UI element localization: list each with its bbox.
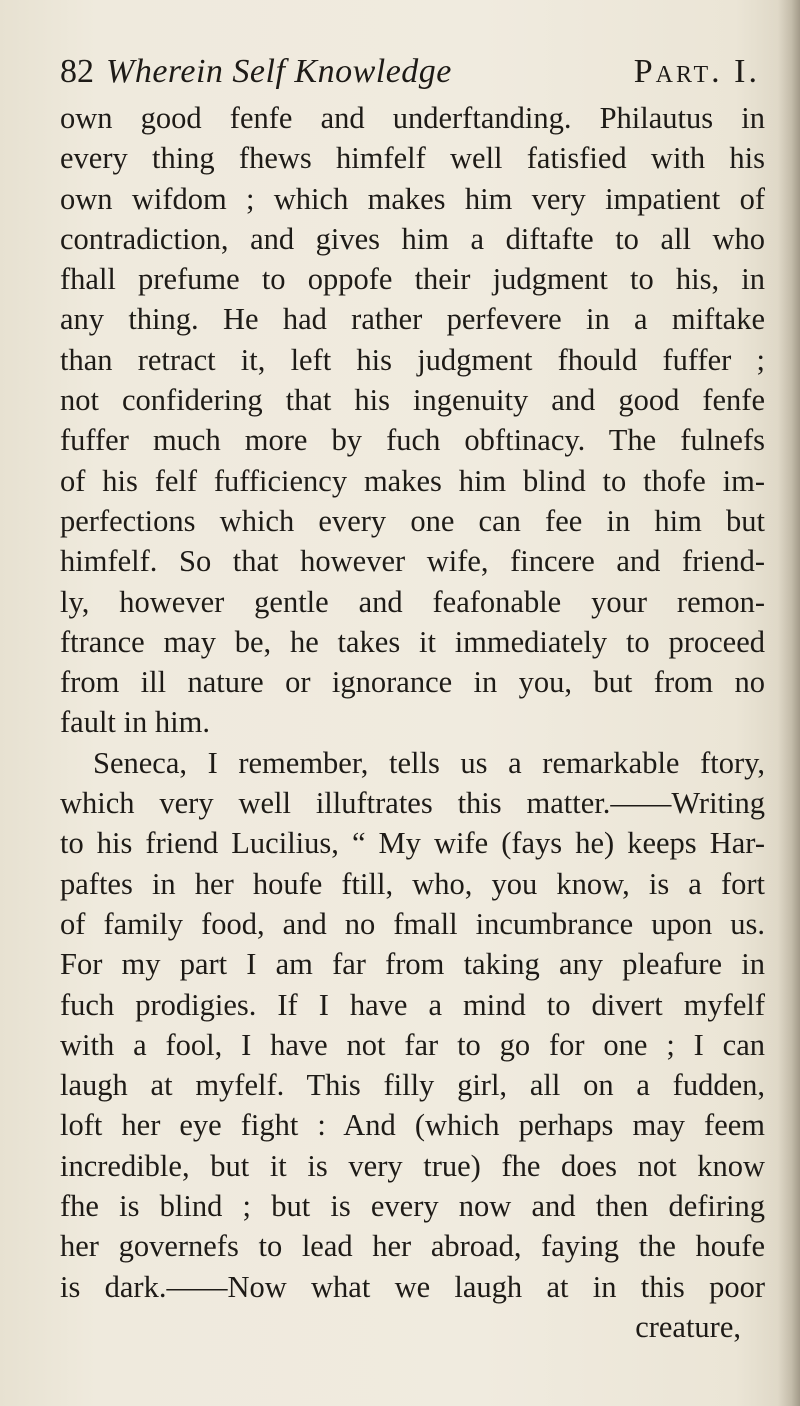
text-line: fuffer much more by fuch obftinacy. The fulnefs — [60, 423, 765, 458]
running-title: Wherein Self Knowledge — [106, 53, 452, 90]
text-line: perfections which every one can fee in him but — [60, 503, 765, 538]
text-line: contradiction, and gives him a diftafte to all who — [60, 221, 765, 256]
text-line: with a fool, I have not far to go for one ; I can — [60, 1027, 765, 1062]
text-line: than retract it, left his judgment fhould fuffer ; — [60, 342, 765, 377]
text-line: ftrance may be, he takes it immediately to proceed — [60, 624, 765, 659]
text-line: paftes in her houfe ftill, who, you know, is a fort — [60, 866, 765, 901]
text-line: For my part I am far from taking any pleafure in — [60, 947, 765, 982]
text-line: loft her eye fight : And (which perhaps may feem — [60, 1108, 765, 1143]
running-head — [60, 50, 760, 94]
text-line: own wifdom ; which makes him very impatient of — [60, 181, 765, 216]
text-line: own good fenfe and underftanding. Philautus in — [60, 101, 765, 135]
body-text — [60, 98, 765, 1347]
text-line: of his felf fufficiency makes him blind to thofe im- — [60, 463, 765, 498]
text-line: fhe is blind ; but is every now and then defiring — [60, 1189, 765, 1224]
text-line: which very well illuftrates this matter.——Writing — [60, 786, 765, 821]
text-line: himfelf. So that however wife, fincere and friend- — [60, 544, 765, 579]
catchword: creature, — [635, 1309, 741, 1344]
text-line: from ill nature or ignorance in you, but from no — [60, 665, 765, 700]
text-line: any thing. He had rather perfevere in a miftake — [60, 302, 765, 337]
paragraph-end-line: fault in him. — [60, 705, 210, 740]
text-line: is dark.——Now what we laugh at in this poor — [60, 1269, 765, 1304]
text-line: every thing fhews himfelf well fatisfied with his — [60, 141, 765, 176]
text-line: ly, however gentle and feafonable your remon- — [60, 584, 765, 619]
text-line: her governefs to lead her abroad, faying the houfe — [60, 1229, 765, 1264]
part-label: Part. I. — [633, 53, 760, 90]
text-line: of family food, and no fmall incumbrance upon us. — [60, 906, 765, 941]
text-line: to his friend Lucilius, “ My wife (fays he) keeps Har- — [60, 826, 765, 861]
text-line: fhall prefume to oppofe their judgment to his, in — [60, 262, 765, 297]
page-edge-shadow — [778, 0, 800, 1406]
text-line: laugh at myfelf. This filly girl, all on a fudden, — [60, 1068, 765, 1103]
page-number: 82 — [60, 53, 94, 90]
text-line: incredible, but it is very true) fhe does not know — [60, 1148, 765, 1183]
text-line: not confidering that his ingenuity and good fenfe — [60, 383, 765, 418]
paragraph-start-line: Seneca, I remember, tells us a remarkable ftory, — [93, 745, 765, 780]
text-line: fuch prodigies. If I have a mind to divert myfelf — [60, 987, 765, 1022]
